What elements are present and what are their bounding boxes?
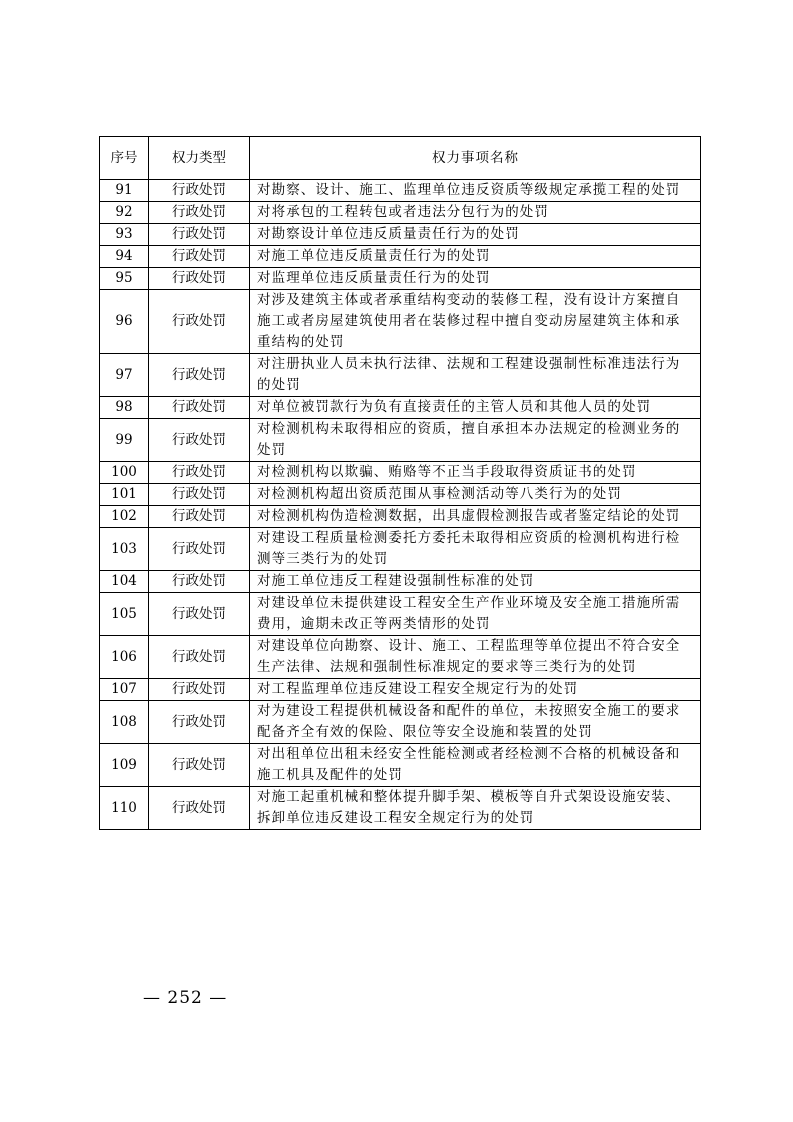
table-row: [100, 419, 701, 462]
table-row: [100, 636, 701, 679]
row-item-name: 对施工单位违反工程建设强制性标准的处罚: [250, 571, 701, 593]
row-item-name: 对注册执业人员未执行法律、法规和工程建设强制性标准违法行为的处罚: [250, 354, 701, 397]
header-power-type: 权力类型: [149, 137, 250, 180]
row-item-name: 对建设单位未提供建设工程安全生产作业环境及安全施工措施所需费用，逾期未改正等两类情形的处罚: [250, 593, 701, 636]
table-row: [100, 290, 701, 354]
row-item-name: 对检测机构伪造检测数据，出具虚假检测报告或者鉴定结论的处罚: [250, 506, 701, 528]
header-item-name: 权力事项名称: [250, 137, 701, 180]
row-serial-no: 91: [100, 180, 149, 202]
row-power-type: 行政处罚: [149, 354, 250, 397]
row-power-type: 行政处罚: [149, 202, 250, 224]
row-serial-no: 96: [100, 290, 149, 354]
table-row: [100, 571, 701, 593]
row-power-type: 行政处罚: [149, 506, 250, 528]
row-item-name: 对勘察、设计、施工、监理单位违反资质等级规定承揽工程的处罚: [250, 180, 701, 202]
row-serial-no: 94: [100, 246, 149, 268]
row-serial-no: 99: [100, 419, 149, 462]
table-header-row: [100, 137, 701, 180]
row-item-name: 对建设工程质量检测委托方委托未取得相应资质的检测机构进行检测等三类行为的处罚: [250, 528, 701, 571]
row-item-name: 对工程监理单位违反建设工程安全规定行为的处罚: [250, 679, 701, 701]
row-item-name: 对勘察设计单位违反质量责任行为的处罚: [250, 224, 701, 246]
power-items-table: [99, 136, 701, 830]
table-row: [100, 787, 701, 830]
row-power-type: 行政处罚: [149, 787, 250, 830]
table-row: [100, 202, 701, 224]
row-power-type: 行政处罚: [149, 268, 250, 290]
table-row: [100, 701, 701, 744]
row-item-name: 对单位被罚款行为负有直接责任的主管人员和其他人员的处罚: [250, 397, 701, 419]
table-row: [100, 506, 701, 528]
row-power-type: 行政处罚: [149, 397, 250, 419]
row-power-type: 行政处罚: [149, 224, 250, 246]
row-serial-no: 93: [100, 224, 149, 246]
row-power-type: 行政处罚: [149, 180, 250, 202]
row-power-type: 行政处罚: [149, 636, 250, 679]
row-serial-no: 107: [100, 679, 149, 701]
row-item-name: 对建设单位向勘察、设计、施工、工程监理等单位提出不符合安全生产法律、法规和强制性标准规定的要求等三类行为的处罚: [250, 636, 701, 679]
row-power-type: 行政处罚: [149, 484, 250, 506]
row-power-type: 行政处罚: [149, 462, 250, 484]
table-row: [100, 462, 701, 484]
table-body: [100, 180, 701, 830]
row-power-type: 行政处罚: [149, 679, 250, 701]
table-row: [100, 484, 701, 506]
table-row: [100, 528, 701, 571]
row-serial-no: 95: [100, 268, 149, 290]
row-item-name: 对检测机构未取得相应的资质，擅自承担本办法规定的检测业务的处罚: [250, 419, 701, 462]
row-serial-no: 105: [100, 593, 149, 636]
table-row: [100, 354, 701, 397]
row-item-name: 对涉及建筑主体或者承重结构变动的装修工程，没有设计方案擅自施工或者房屋建筑使用者在装修过程中擅自变动房屋建筑主体和承重结构的处罚: [250, 290, 701, 354]
row-power-type: 行政处罚: [149, 246, 250, 268]
row-serial-no: 109: [100, 744, 149, 787]
row-serial-no: 104: [100, 571, 149, 593]
row-serial-no: 97: [100, 354, 149, 397]
row-item-name: 对为建设工程提供机械设备和配件的单位，未按照安全施工的要求配备齐全有效的保险、限位等安全设施和装置的处罚: [250, 701, 701, 744]
table-row: [100, 679, 701, 701]
row-serial-no: 103: [100, 528, 149, 571]
row-item-name: 对施工起重机械和整体提升脚手架、模板等自升式架设设施安装、拆卸单位违反建设工程安全规定行为的处罚: [250, 787, 701, 830]
row-power-type: 行政处罚: [149, 419, 250, 462]
row-item-name: 对检测机构以欺骗、贿赂等不正当手段取得资质证书的处罚: [250, 462, 701, 484]
row-power-type: 行政处罚: [149, 528, 250, 571]
row-item-name: 对将承包的工程转包或者违法分包行为的处罚: [250, 202, 701, 224]
table-row: [100, 224, 701, 246]
row-serial-no: 102: [100, 506, 149, 528]
table-row: [100, 246, 701, 268]
row-serial-no: 101: [100, 484, 149, 506]
row-serial-no: 110: [100, 787, 149, 830]
row-serial-no: 92: [100, 202, 149, 224]
header-serial-no: 序号: [100, 137, 149, 180]
row-serial-no: 98: [100, 397, 149, 419]
table-row: [100, 593, 701, 636]
row-item-name: 对出租单位出租未经安全性能检测或者经检测不合格的机械设备和施工机具及配件的处罚: [250, 744, 701, 787]
row-power-type: 行政处罚: [149, 571, 250, 593]
page-number: — 252 —: [143, 988, 228, 1008]
row-item-name: 对检测机构超出资质范围从事检测活动等八类行为的处罚: [250, 484, 701, 506]
row-serial-no: 108: [100, 701, 149, 744]
row-item-name: 对施工单位违反质量责任行为的处罚: [250, 246, 701, 268]
row-power-type: 行政处罚: [149, 744, 250, 787]
row-power-type: 行政处罚: [149, 593, 250, 636]
row-serial-no: 106: [100, 636, 149, 679]
row-power-type: 行政处罚: [149, 290, 250, 354]
table-row: [100, 180, 701, 202]
row-power-type: 行政处罚: [149, 701, 250, 744]
table-row: [100, 397, 701, 419]
row-serial-no: 100: [100, 462, 149, 484]
table-row: [100, 744, 701, 787]
table-row: [100, 268, 701, 290]
row-item-name: 对监理单位违反质量责任行为的处罚: [250, 268, 701, 290]
